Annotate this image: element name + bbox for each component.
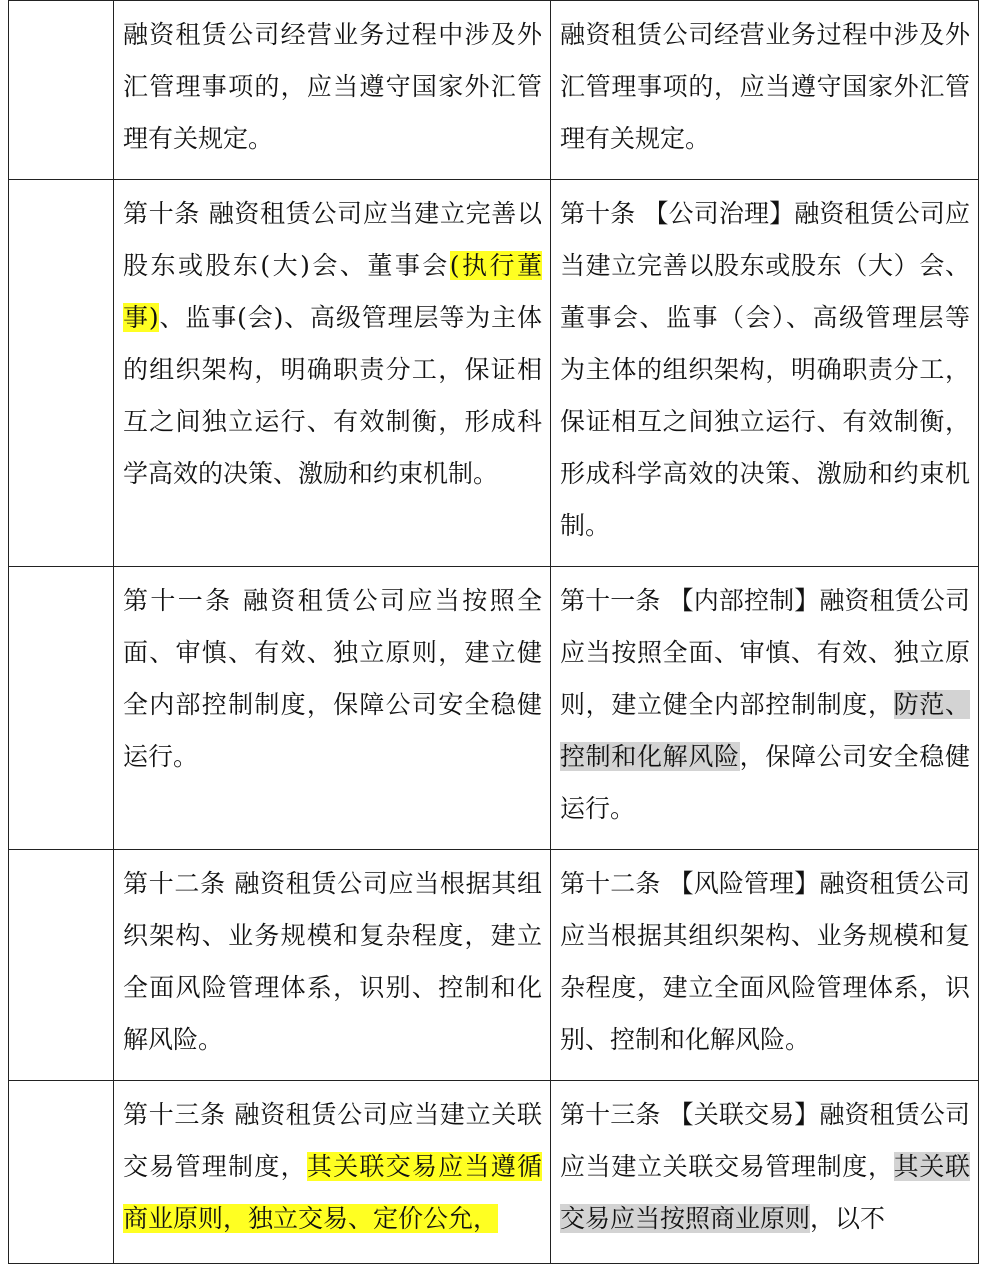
clause-text: 第十二条 融资租赁公司应当根据其组织架构、业务规模和复杂程度，建立全面风险管理体系，识别、控制和化解风险。	[123, 869, 542, 1054]
table-row	[9, 1, 979, 180]
table-row	[9, 180, 979, 567]
revised-text-cell	[551, 1, 979, 180]
blank-cell	[9, 1081, 114, 1264]
clause-text: ，保障公司安全稳健运行。	[560, 742, 970, 823]
blank-cell	[9, 1, 114, 180]
clause-text: 第十三条 【关联交易】融资租赁公司应当建立关联交易管理制度，	[560, 1100, 970, 1181]
revised-text-cell	[551, 567, 979, 850]
original-text-cell	[114, 1, 551, 180]
revised-text-cell	[551, 180, 979, 567]
blank-cell	[9, 850, 114, 1081]
table-row	[9, 850, 979, 1081]
revised-text-cell	[551, 1081, 979, 1264]
clause-text: ，以不	[810, 1204, 886, 1233]
original-text-cell	[114, 1081, 551, 1264]
clause-text: 融资租赁公司经营业务过程中涉及外汇管理事项的，应当遵守国家外汇管理有关规定。	[560, 20, 970, 153]
clause-text: 第十条 融资租赁公司应当建立完善以股东或股东(大)会、董事会	[123, 199, 542, 280]
table-row	[9, 567, 979, 850]
clause-text: 融资租赁公司经营业务过程中涉及外汇管理事项的，应当遵守国家外汇管理有关规定。	[123, 20, 542, 153]
clause-text: 第十三条 融资租赁公司应当建立关联交易管理制度，	[123, 1100, 542, 1181]
clause-text: 、监事(会)、高级管理层等为主体的组织架构，明确职责分工，保证相互之间独立运行、有效制衡，形成科学高效的决策、激励和约束机制。	[123, 303, 542, 488]
clause-text: 第十条 【公司治理】融资租赁公司应当建立完善以股东或股东（大）会、董事会、监事（会）、高级管理层等为主体的组织架构，明确职责分工，保证相互之间独立运行、有效制衡，形成科学高效的决策、激励和约束机制。	[560, 199, 970, 540]
highlighted-text: (执行董事)	[123, 251, 542, 332]
blank-cell	[9, 180, 114, 567]
clause-text: 第十一条 【内部控制】融资租赁公司应当按照全面、审慎、有效、独立原则，建立健全内部控制制度，	[560, 586, 970, 719]
clause-text: 第十一条 融资租赁公司应当按照全面、审慎、有效、独立原则，建立健全内部控制制度，保障公司安全稳健运行。	[123, 586, 542, 771]
highlighted-text: 其关联交易应当按照商业原则	[560, 1152, 970, 1233]
table-row	[9, 1081, 979, 1264]
comparison-table	[8, 0, 979, 1264]
clause-text: 第十二条 【风险管理】融资租赁公司应当根据其组织架构、业务规模和复杂程度，建立全面风险管理体系，识别、控制和化解风险。	[560, 869, 970, 1054]
blank-cell	[9, 567, 114, 850]
original-text-cell	[114, 180, 551, 567]
original-text-cell	[114, 567, 551, 850]
highlighted-text: 其关联交易应当遵循商业原则，独立交易、定价公允，	[123, 1152, 542, 1233]
highlighted-text: 防范、控制和化解风险	[560, 690, 970, 771]
original-text-cell	[114, 850, 551, 1081]
revised-text-cell	[551, 850, 979, 1081]
